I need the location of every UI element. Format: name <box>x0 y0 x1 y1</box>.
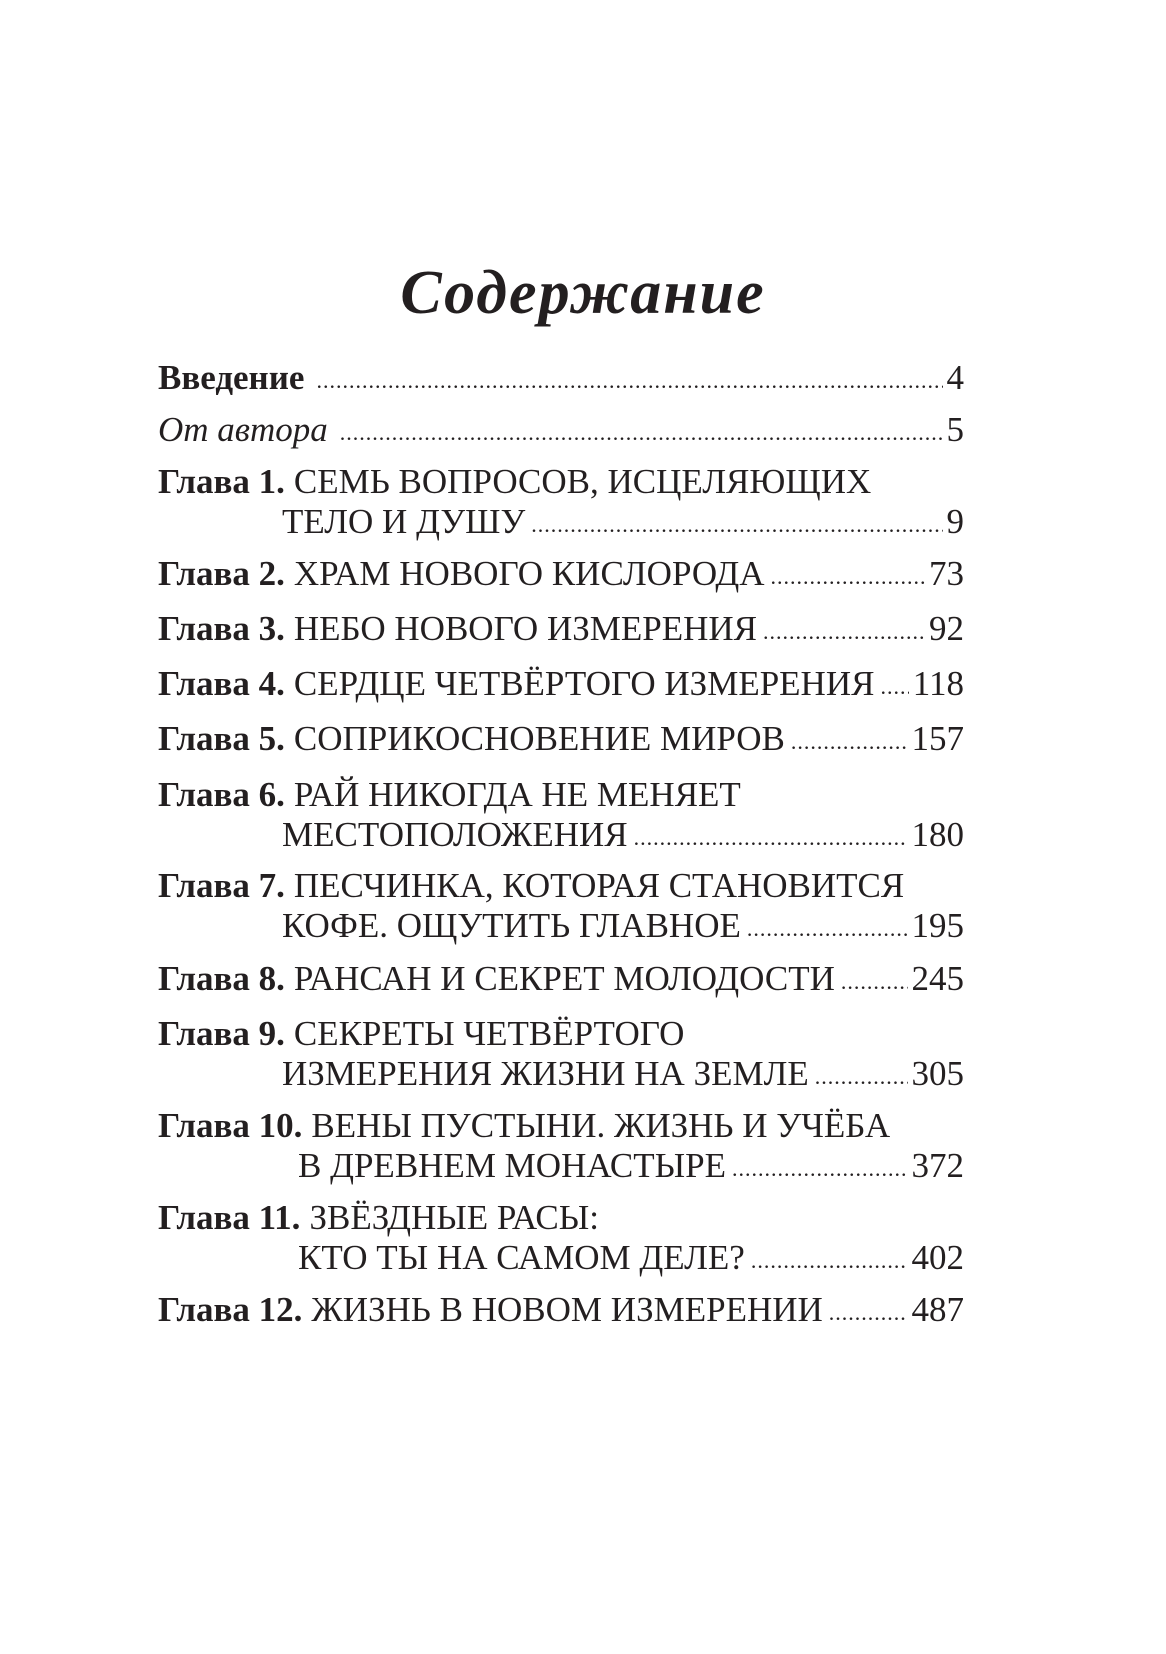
toc-title-line: СЕМЬ ВОПРОСОВ, ИСЦЕЛЯЮЩИХ <box>293 462 872 501</box>
toc-title-line: ЖИЗНЬ В НОВОМ ИЗМЕРЕНИИ <box>311 1290 823 1329</box>
dot-leader <box>880 667 908 707</box>
toc-page-number: 245 <box>911 959 964 998</box>
toc-title-line: ЗВЁЗДНЫЕ РАСЫ: <box>309 1198 600 1237</box>
toc-entry-chapter-12[interactable] <box>158 1290 964 1330</box>
toc-entry-chapter-3[interactable] <box>158 609 964 649</box>
toc-label: Глава 9. <box>158 1014 285 1053</box>
toc-label: Глава 11. <box>158 1198 301 1237</box>
dot-leader <box>771 557 925 597</box>
toc-label: Глава 6. <box>158 775 285 814</box>
toc-page-number: 402 <box>911 1238 964 1277</box>
toc-entry-chapter-9[interactable] <box>158 1014 964 1094</box>
toc-label: Глава 3. <box>158 609 285 648</box>
toc-page-number: 4 <box>946 358 964 397</box>
dot-leader <box>829 1293 908 1333</box>
toc-label: Глава 2. <box>158 554 285 593</box>
toc-title-line: СЕРДЦЕ ЧЕТВЁРТОГО ИЗМЕРЕНИЯ <box>293 664 875 703</box>
toc-page-number: 118 <box>912 664 964 703</box>
toc-title-line: СОПРИКОСНОВЕНИЕ МИРОВ <box>293 719 785 758</box>
toc-label: Глава 1. <box>158 462 285 501</box>
toc-label: От автора <box>158 410 328 449</box>
toc-entry-chapter-8[interactable] <box>158 959 964 999</box>
toc-page-number: 487 <box>911 1290 964 1329</box>
toc-page-number: 195 <box>911 906 964 945</box>
toc-entry-from-author[interactable] <box>158 410 964 450</box>
toc-entry-chapter-2[interactable] <box>158 554 964 594</box>
toc-label: Глава 5. <box>158 719 285 758</box>
toc-title-line: ВЕНЫ ПУСТЫНИ. ЖИЗНЬ И УЧЁБА <box>311 1106 891 1145</box>
toc-title-line: РАНСАН И СЕКРЕТ МОЛОДОСТИ <box>293 959 835 998</box>
toc-label: Глава 4. <box>158 664 285 703</box>
dot-leader <box>732 1149 908 1189</box>
toc-page-number: 73 <box>929 554 964 593</box>
toc-title-line: В ДРЕВНЕМ МОНАСТЫРЕ <box>298 1146 726 1185</box>
toc-entry-chapter-7[interactable] <box>158 866 964 946</box>
toc-title-line: ПЕСЧИНКА, КОТОРАЯ СТАНОВИТСЯ <box>293 866 905 905</box>
toc-title-line: НЕБО НОВОГО ИЗМЕРЕНИЯ <box>293 609 758 648</box>
page-title: Содержание <box>400 259 766 327</box>
toc-title-line: КОФЕ. ОЩУТИТЬ ГЛАВНОЕ <box>282 906 741 945</box>
toc-page-number: 180 <box>911 815 964 854</box>
dot-leader <box>841 962 908 1002</box>
toc-entry-chapter-1[interactable] <box>158 462 964 542</box>
toc-page-number: 9 <box>946 502 964 541</box>
toc-title-line: МЕСТОПОЛОЖЕНИЯ <box>282 815 628 854</box>
toc-title-line: ХРАМ НОВОГО КИСЛОРОДА <box>293 554 765 593</box>
toc-label: Глава 8. <box>158 959 285 998</box>
toc-label: Введение <box>158 358 305 397</box>
toc-title-line: ИЗМЕРЕНИЯ ЖИЗНИ НА ЗЕМЛЕ <box>282 1054 809 1093</box>
toc-label: Глава 10. <box>158 1106 303 1145</box>
dot-leader <box>815 1057 908 1097</box>
toc-entry-chapter-11[interactable] <box>158 1198 964 1278</box>
toc-page-number: 157 <box>911 719 964 758</box>
dot-leader <box>763 612 925 652</box>
toc-title-line: РАЙ НИКОГДА НЕ МЕНЯЕТ <box>293 775 741 814</box>
toc-page-number: 305 <box>911 1054 964 1093</box>
toc-entry-introduction[interactable] <box>158 358 964 398</box>
dot-leader <box>751 1241 908 1281</box>
toc-title-line: СЕКРЕТЫ ЧЕТВЁРТОГО <box>293 1014 685 1053</box>
toc-entry-chapter-10[interactable] <box>158 1106 964 1186</box>
dot-leader <box>531 505 942 545</box>
toc-entry-chapter-5[interactable] <box>158 719 964 759</box>
dot-leader <box>316 361 942 401</box>
dot-leader <box>747 909 908 949</box>
toc-page-number: 372 <box>911 1146 964 1185</box>
dot-leader <box>634 818 908 858</box>
dot-leader <box>791 722 908 762</box>
toc-page-number: 92 <box>929 609 964 648</box>
toc-label: Глава 12. <box>158 1290 303 1329</box>
toc-label: Глава 7. <box>158 866 285 905</box>
toc-page-number: 5 <box>946 410 964 449</box>
toc-entry-chapter-6[interactable] <box>158 775 964 855</box>
toc-title-line: ТЕЛО И ДУШУ <box>282 502 526 541</box>
dot-leader <box>340 413 943 453</box>
toc-title-line: КТО ТЫ НА САМОМ ДЕЛЕ? <box>298 1238 745 1277</box>
toc-entry-chapter-4[interactable] <box>158 664 964 704</box>
